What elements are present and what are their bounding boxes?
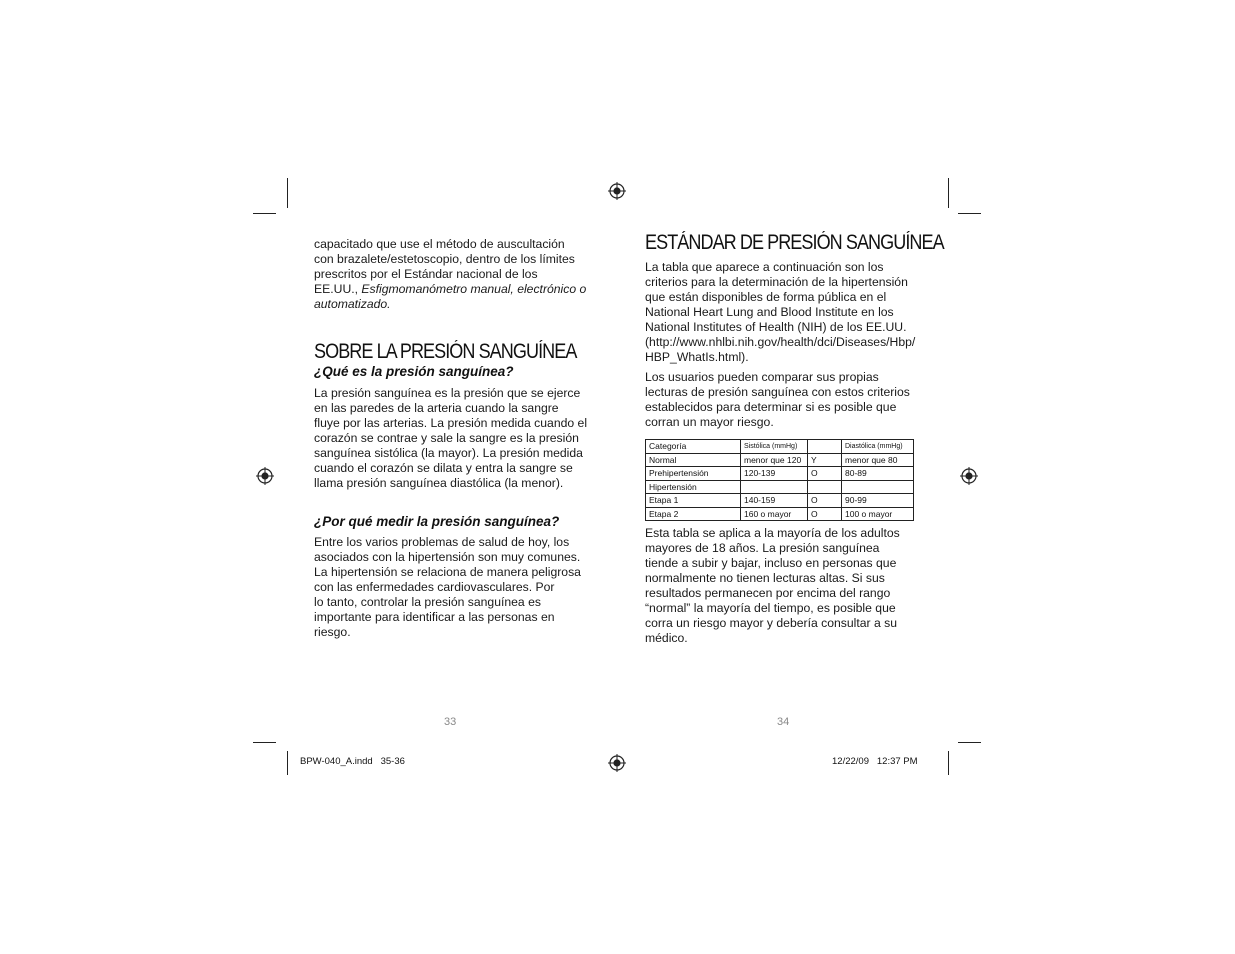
text-line: en las paredes de la arteria cuando la sangre	[314, 401, 559, 415]
table-cell: O	[808, 494, 842, 508]
registration-mark-icon	[960, 467, 978, 485]
table-cell: Normal	[646, 453, 741, 467]
text-line: con brazalete/estetoscopio, dentro de los límites	[314, 252, 575, 266]
text-line: importante para identificar a las personas en	[314, 610, 555, 624]
text-line: normalmente no tienen lecturas altas. Si sus	[645, 571, 885, 585]
table-cell: 140-159	[741, 494, 808, 508]
italic-text: Esfigmomanómetro manual, electrónico o	[361, 282, 587, 296]
text-line: médico.	[645, 631, 688, 645]
text-line: establecidos para determinar si es posible que	[645, 400, 897, 414]
registration-mark-icon	[256, 467, 274, 485]
text-line: tiende a subir y bajar, incluso en personas que	[645, 556, 897, 570]
text-line: asociados con la hipertensión son muy comunes.	[314, 550, 581, 564]
text-line: La hipertensión se relaciona de manera peligrosa	[314, 565, 581, 579]
text-line: National Heart Lung and Blood Institute en los	[645, 305, 894, 319]
text-line: (http://www.nhlbi.nih.gov/health/dci/Diseases/Hbp/	[645, 335, 916, 349]
table-row	[646, 507, 914, 521]
text-line: prescritos por el Estándar nacional de los	[314, 267, 538, 281]
table-cell: O	[808, 507, 842, 521]
table-cell: Hipertensión	[646, 480, 741, 494]
table-cell: 100 o mayor	[842, 507, 914, 521]
text-line: lecturas de presión sanguínea con estos criterios	[645, 385, 910, 399]
text-line: resultados permanecen por encima del rango	[645, 586, 891, 600]
table-header-cell: Sistólica (mmHg)	[741, 440, 808, 454]
crop-mark	[287, 178, 288, 208]
table-cell	[741, 480, 808, 494]
text-line: mayores de 18 años. La presión sanguínea	[645, 541, 880, 555]
section-heading: SOBRE LA PRESIÓN SANGUÍNEA	[314, 340, 577, 363]
slug-file-info: BPW-040_A.indd 35-36	[300, 756, 405, 767]
paragraph	[645, 526, 935, 646]
table-cell: 80-89	[842, 467, 914, 481]
crop-mark	[958, 213, 981, 214]
crop-mark	[958, 742, 981, 743]
paragraph	[314, 535, 604, 640]
text-line: lo tanto, controlar la presión sanguínea es	[314, 595, 541, 609]
text-line: que están disponibles de forma pública en el	[645, 290, 887, 304]
text-line: “normal” la mayoría del tiempo, es posible que	[645, 601, 896, 615]
registration-mark-icon	[608, 754, 626, 772]
text-line	[314, 297, 604, 312]
table-cell: Y	[808, 453, 842, 467]
text-line: capacitado que use el método de auscultación	[314, 237, 565, 251]
page-number: 33	[444, 716, 457, 728]
text-line: fluye por las arterias. La presión medida cuando el	[314, 416, 588, 430]
table-cell: 120-139	[741, 467, 808, 481]
page-number: 34	[777, 716, 790, 728]
table-header-cell: Diastólica (mmHg)	[842, 440, 914, 454]
intro-paragraph	[314, 237, 604, 312]
text-line: La tabla que aparece a continuación son los	[645, 260, 884, 274]
registration-mark-icon	[608, 182, 626, 200]
table-row	[646, 494, 914, 508]
italic-text: automatizado.	[314, 297, 391, 311]
text-line: Entre los varios problemas de salud de hoy, los	[314, 535, 570, 549]
table-cell	[842, 480, 914, 494]
text-line: con las enfermedades cardiovasculares. Por	[314, 580, 555, 594]
slug-date-info: 12/22/09 12:37 PM	[832, 756, 918, 767]
text-line: corran un mayor riesgo.	[645, 415, 774, 429]
table-cell: menor que 120	[741, 453, 808, 467]
text-line: La presión sanguínea es la presión que se ejerce	[314, 386, 581, 400]
subheading: ¿Por qué medir la presión sanguínea?	[314, 514, 560, 529]
table-cell: 160 o mayor	[741, 507, 808, 521]
text-line: cuando el corazón se dilata y entra la sangre se	[314, 461, 573, 475]
crop-mark	[287, 751, 288, 775]
table-row	[646, 453, 914, 467]
table-row	[646, 467, 914, 481]
crop-mark	[948, 178, 949, 208]
text-line: criterios para la determinación de la hipertensión	[645, 275, 908, 289]
section-heading: ESTÁNDAR DE PRESIÓN SANGUÍNEA	[645, 231, 944, 254]
table-cell: Prehipertensión	[646, 467, 741, 481]
table-cell: 90-99	[842, 494, 914, 508]
table-header-row	[646, 440, 914, 454]
text-line: Esta tabla se aplica a la mayoría de los adultos	[645, 526, 900, 540]
blood-pressure-table	[645, 439, 914, 521]
text-span: EE.UU.,	[314, 282, 362, 296]
text-line: HBP_WhatIs.html).	[645, 350, 749, 364]
table-cell: Etapa 2	[646, 507, 741, 521]
text-line: National Institutes of Health (NIH) de los EE.UU.	[645, 320, 907, 334]
crop-mark	[948, 751, 949, 775]
table-cell: O	[808, 467, 842, 481]
text-line: corra un riesgo mayor y debería consultar a su	[645, 616, 897, 630]
text-line: Los usuarios pueden comparar sus propias	[645, 370, 879, 384]
paragraph	[645, 260, 935, 365]
subheading: ¿Qué es la presión sanguínea?	[314, 364, 514, 379]
paragraph	[314, 386, 604, 491]
paragraph	[645, 370, 935, 430]
crop-mark	[253, 742, 276, 743]
text-line: riesgo.	[314, 625, 351, 639]
table-cell: Etapa 1	[646, 494, 741, 508]
table-row	[646, 480, 914, 494]
table-header-cell	[808, 440, 842, 454]
text-line: llama presión sanguínea diastólica (la menor).	[314, 476, 564, 490]
text-line: sanguínea sistólica (la mayor). La presión medida	[314, 446, 583, 460]
table-cell	[808, 480, 842, 494]
table-header-cell: Categoría	[646, 440, 741, 454]
text-line: corazón se contrae y sale la sangre es la presión	[314, 431, 579, 445]
table-cell: menor que 80	[842, 453, 914, 467]
crop-mark	[253, 213, 276, 214]
text-line	[314, 282, 604, 297]
